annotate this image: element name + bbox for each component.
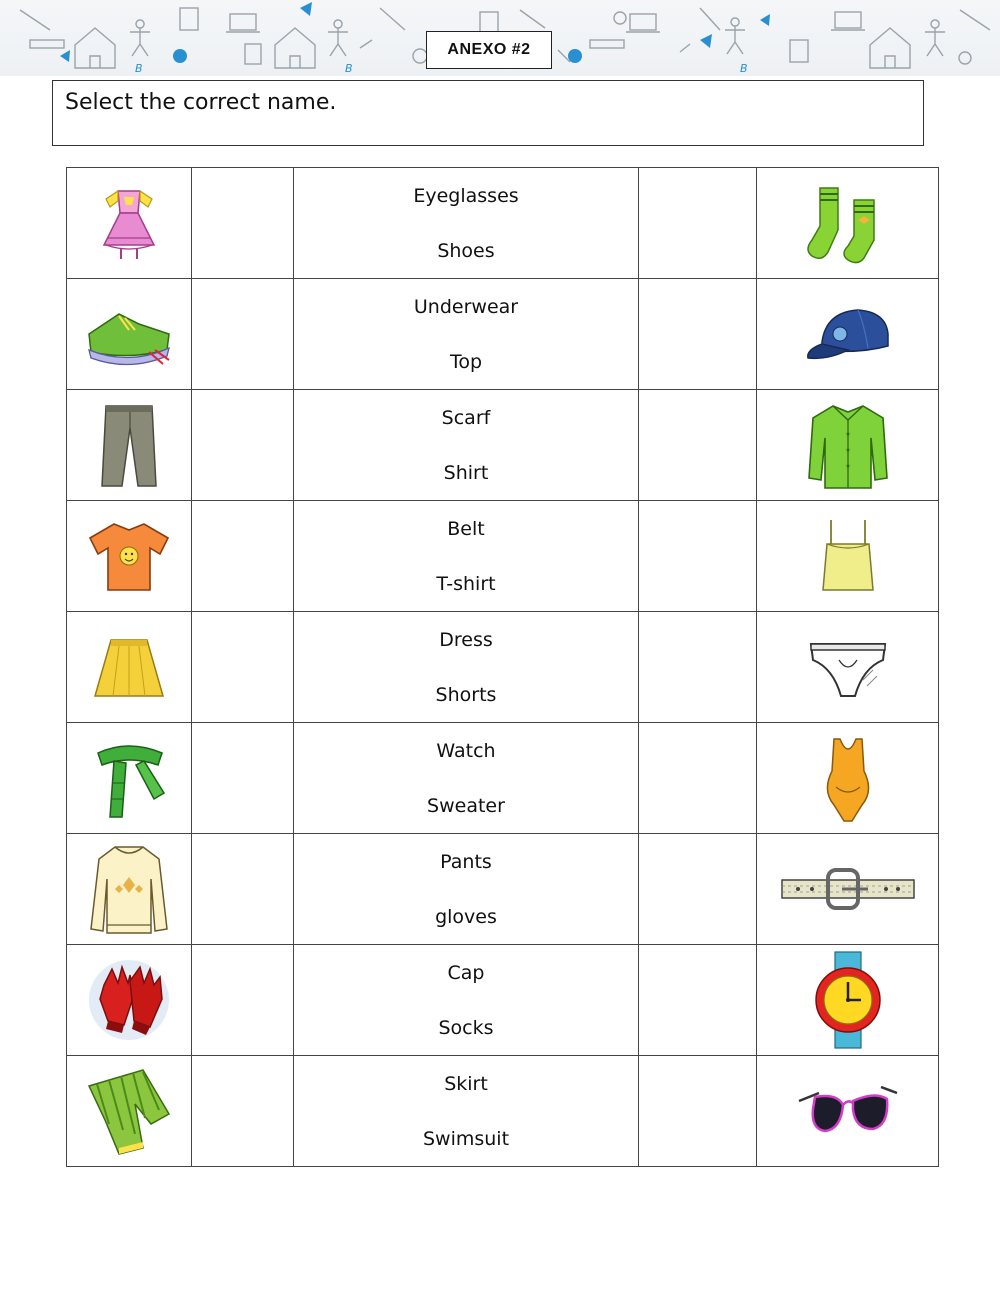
table-row [67, 723, 939, 834]
socks-icon [757, 168, 939, 279]
gloves-icon [67, 945, 192, 1056]
answer-cell-right[interactable] [639, 168, 757, 279]
answer-cell-left[interactable] [192, 834, 294, 945]
answer-cell-left[interactable] [192, 168, 294, 279]
instructions-box [52, 80, 924, 146]
table-row [67, 390, 939, 501]
word-option: Shoes [437, 240, 495, 262]
answer-cell-right[interactable] [639, 945, 757, 1056]
table-row [67, 501, 939, 612]
answer-cell-left[interactable] [192, 945, 294, 1056]
eyeglasses-icon [757, 1056, 939, 1167]
shorts-icon [67, 1056, 192, 1167]
watch-icon [757, 945, 939, 1056]
instructions-text: Select the correct name. [65, 90, 337, 115]
answer-cell-left[interactable] [192, 723, 294, 834]
answer-cell-left[interactable] [192, 1056, 294, 1167]
word-options [294, 168, 639, 279]
word-options [294, 834, 639, 945]
answer-cell-right[interactable] [639, 279, 757, 390]
skirt-icon [67, 612, 192, 723]
word-option: Scarf [441, 407, 491, 429]
word-option: Shorts [435, 684, 497, 706]
svg-text:B: B [345, 62, 353, 75]
table-row [67, 1056, 939, 1167]
word-option: T-shirt [436, 573, 496, 595]
word-option: Skirt [444, 1073, 488, 1095]
word-option: Swimsuit [422, 1128, 510, 1150]
word-option: Shirt [443, 462, 489, 484]
word-option: Watch [436, 740, 496, 762]
answer-cell-right[interactable] [639, 1056, 757, 1167]
word-options [294, 390, 639, 501]
table-row [67, 168, 939, 279]
answer-cell-right[interactable] [639, 390, 757, 501]
word-option: Dress [439, 629, 493, 651]
word-options [294, 279, 639, 390]
answer-cell-right[interactable] [639, 612, 757, 723]
scarf-icon [67, 723, 192, 834]
pants-icon [67, 390, 192, 501]
word-option: Sweater [427, 795, 505, 817]
answer-cell-right[interactable] [639, 501, 757, 612]
word-option: Eyeglasses [413, 185, 519, 207]
answer-cell-left[interactable] [192, 612, 294, 723]
shirt-icon [757, 390, 939, 501]
word-options [294, 723, 639, 834]
belt-icon [757, 834, 939, 945]
underwear-icon [757, 612, 939, 723]
word-options [294, 1056, 639, 1167]
word-options [294, 612, 639, 723]
word-option: Cap [447, 962, 485, 984]
answer-cell-left[interactable] [192, 279, 294, 390]
top-icon [757, 501, 939, 612]
answer-cell-right[interactable] [639, 834, 757, 945]
word-option: Socks [438, 1017, 494, 1039]
svg-text:B: B [740, 62, 748, 75]
answer-cell-left[interactable] [192, 390, 294, 501]
word-option: Pants [440, 851, 492, 873]
tshirt-icon [67, 501, 192, 612]
table-row [67, 279, 939, 390]
word-options [294, 501, 639, 612]
dress-icon [67, 168, 192, 279]
table-row [67, 945, 939, 1056]
word-options [294, 945, 639, 1056]
shoe-icon [67, 279, 192, 390]
word-option: Top [449, 351, 483, 373]
answer-cell-left[interactable] [192, 501, 294, 612]
swimsuit-icon [757, 723, 939, 834]
word-option: Belt [447, 518, 485, 540]
word-option: gloves [435, 906, 497, 928]
page-title: ANEXO #2 [426, 31, 552, 69]
svg-text:B: B [135, 62, 143, 75]
matching-table [66, 167, 939, 1167]
table-row [67, 834, 939, 945]
sweater-icon [67, 834, 192, 945]
cap-icon [757, 279, 939, 390]
table-row [67, 612, 939, 723]
answer-cell-right[interactable] [639, 723, 757, 834]
word-option: Underwear [413, 296, 519, 318]
